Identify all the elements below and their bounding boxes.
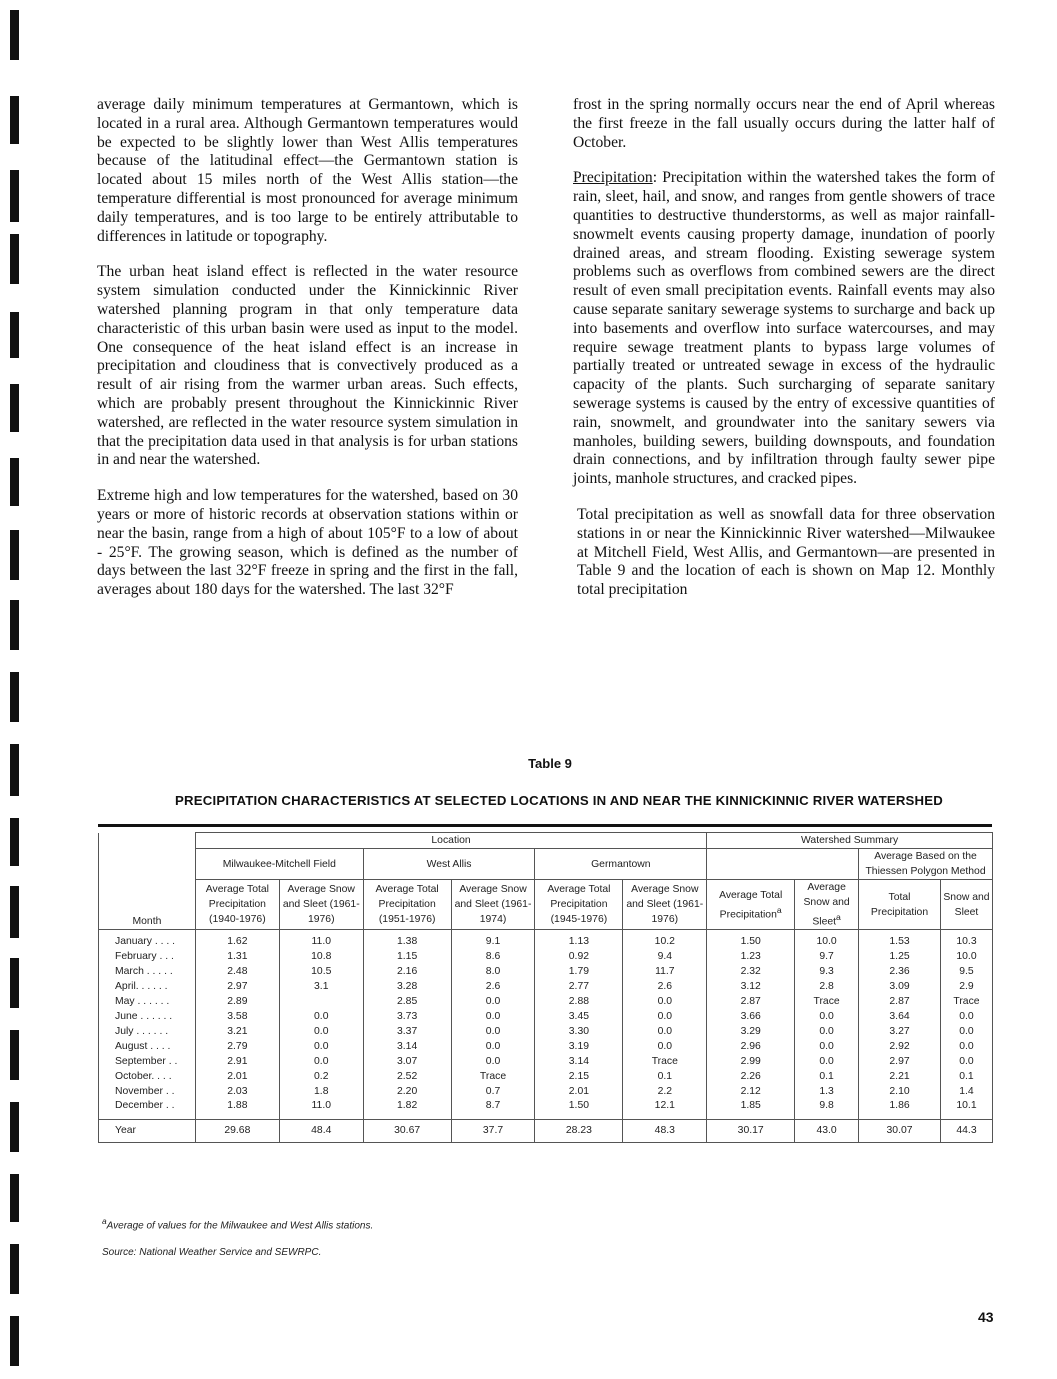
value-cell: Trace	[795, 995, 859, 1010]
value-cell: 11.7	[623, 965, 707, 980]
value-cell: 9.3	[795, 965, 859, 980]
value-cell: 1.31	[195, 950, 279, 965]
month-cell: May . . . . . .	[99, 995, 196, 1010]
value-cell: 30.67	[363, 1120, 451, 1143]
value-cell: 2.77	[535, 980, 623, 995]
binding-mark	[10, 458, 19, 506]
binding-mark	[10, 530, 19, 580]
value-cell: 8.0	[451, 965, 535, 980]
value-cell: 2.52	[363, 1070, 451, 1085]
source-note: Source: National Weather Service and SEWRPC.	[102, 1247, 322, 1258]
value-cell: 9.5	[940, 965, 992, 980]
value-cell: 3.30	[535, 1025, 623, 1040]
value-cell: 2.8	[795, 980, 859, 995]
month-cell: March . . . . .	[99, 965, 196, 980]
table-row	[99, 1010, 993, 1025]
value-cell: 10.0	[940, 950, 992, 965]
page-number: 43	[978, 1309, 994, 1325]
value-cell: 3.73	[363, 1010, 451, 1025]
value-cell: 1.50	[535, 1099, 623, 1119]
binding-mark	[10, 384, 19, 432]
binding-mark	[10, 1174, 19, 1222]
column-header: Average Total Precipitation (1940-1976)	[195, 880, 279, 930]
value-cell: 2.6	[451, 980, 535, 995]
binding-mark	[10, 886, 19, 938]
table-row	[99, 1085, 993, 1100]
column-header: Total Precipitation	[859, 880, 941, 930]
value-cell: 0.0	[795, 1055, 859, 1070]
value-cell: 2.01	[535, 1085, 623, 1100]
paragraph: average daily minimum temperatures at Germantown, which is located in a rural area. Although Germantown temperatures would be expected to be slightly lower than West Allis temperatures because of the latitudinal effect—the Germantown station is located about 15 miles north of the West Allis station—the temperature differential is most pronounced for average minimum daily temperatures, and is too large to be entirely attributable to differences in latitude or topography.	[97, 96, 518, 245]
paragraph: The urban heat island effect is reflected in the water resource system simulation conducted under the Kinnickinnic River watershed planning program in that only temperature data characteristic of this urban basin were used as input to the model. One consequence of the heat island effect is an increase in precipitation and cloudiness that is convectively produced as a result of air rising from the warmer urban areas. Such effects, which are probably present throughout the Kinnickinnic River watershed, are reflected in the water resource system simulation in that the precipitation data used in that analysis is for urban stations in and near the watershed.	[97, 263, 518, 469]
value-cell: 12.1	[623, 1099, 707, 1119]
value-cell: 2.2	[623, 1085, 707, 1100]
station-header: West Allis	[363, 849, 535, 880]
value-cell: 1.86	[859, 1099, 941, 1119]
column-header: Average Snow and Sleet$^a$	[795, 880, 859, 930]
value-cell: 1.23	[707, 950, 795, 965]
value-cell: 3.27	[859, 1025, 941, 1040]
value-cell: 2.99	[707, 1055, 795, 1070]
value-cell: 8.7	[451, 1099, 535, 1119]
value-cell: 3.1	[279, 980, 363, 995]
value-cell: 2.36	[859, 965, 941, 980]
precipitation-table	[98, 832, 993, 1143]
value-cell: 10.0	[795, 930, 859, 950]
value-cell: 0.0	[623, 1040, 707, 1055]
column-header: Snow and Sleet	[940, 880, 992, 930]
value-cell: 2.01	[195, 1070, 279, 1085]
paragraph: Total precipitation as well as snowfall data for three observation stations in or near the Kinnickinnic River watershed—Milwaukee at Mitchell Field, West Allis, and Germantown—are presented in Table 9 and the location of each is shown on Map 12. Monthly total precipitation	[577, 505, 995, 599]
month-cell: August . . . .	[99, 1040, 196, 1055]
value-cell: 1.85	[707, 1099, 795, 1119]
table-row	[99, 1070, 993, 1085]
value-cell: 0.0	[623, 1025, 707, 1040]
value-cell: 2.79	[195, 1040, 279, 1055]
value-cell: 1.88	[195, 1099, 279, 1119]
value-cell: 3.12	[707, 980, 795, 995]
value-cell: 44.3	[940, 1120, 992, 1143]
month-cell: July . . . . . .	[99, 1025, 196, 1040]
footnote-marker: a	[776, 904, 782, 915]
value-cell: 3.66	[707, 1010, 795, 1025]
value-cell: 37.7	[451, 1120, 535, 1143]
value-cell: 1.62	[195, 930, 279, 950]
value-cell: 2.32	[707, 965, 795, 980]
value-cell: 2.97	[195, 980, 279, 995]
value-cell: 2.96	[707, 1040, 795, 1055]
year-label-cell: Year	[99, 1120, 196, 1143]
binding-marks	[10, 0, 20, 1379]
value-cell: 2.26	[707, 1070, 795, 1085]
value-cell: 8.6	[451, 950, 535, 965]
value-cell: 1.25	[859, 950, 941, 965]
value-cell: 2.10	[859, 1085, 941, 1100]
value-cell: 0.0	[279, 1055, 363, 1070]
value-cell: 0.0	[940, 1010, 992, 1025]
value-cell: 10.8	[279, 950, 363, 965]
month-cell: February . . .	[99, 950, 196, 965]
value-cell: 0.0	[795, 1010, 859, 1025]
value-cell: 0.0	[940, 1040, 992, 1055]
binding-mark	[10, 312, 19, 358]
binding-mark	[10, 234, 19, 284]
table-row	[99, 950, 993, 965]
watershed-summary-header: Watershed Summary	[707, 833, 993, 849]
section-heading: Precipitation	[573, 169, 653, 187]
month-cell: June . . . . . .	[99, 1010, 196, 1025]
value-cell: 2.15	[535, 1070, 623, 1085]
value-cell: 2.20	[363, 1085, 451, 1100]
value-cell: 2.12	[707, 1085, 795, 1100]
value-cell: 1.15	[363, 950, 451, 965]
value-cell: 0.0	[279, 1025, 363, 1040]
binding-mark	[10, 1316, 19, 1366]
value-cell: 0.0	[451, 1025, 535, 1040]
column-header: Average Total Precipitation$^a$	[707, 880, 795, 930]
paragraph-text: : Precipitation within the watershed takes the form of rain, sleet, hail, and snow, and ranges from gentle showers of trace quantities to destructive thunderstorms, as well as major rainfall-snowmelt events causing property damage, inundation of poorly drained areas, and stream flooding. Existing sewerage system problems such as overflows from combined sewers are the direct result of even small precipitation events. Rainfall events may also cause separate sanitary sewerage systems to surcharge and back up into basements and overflow into surface watercourses, and may require sewage treatment plants to bypass large volumes of partially treated or untreated sewage in excess of the hydraulic capacity of the plants. Such surcharging of separate sanitary sewerage systems is caused by the entry of excessive quantities of rain, snowmelt, and groundwater into the sanitary sewers via manholes, building sewers, building downspouts, and foundation drain connections, and by infiltration through faulty sewer pipe joints, manhole structures, and cracked pipes.	[573, 169, 995, 488]
location-header: Location	[195, 833, 706, 849]
month-cell: December . .	[99, 1099, 196, 1119]
value-cell: 0.0	[940, 1055, 992, 1070]
value-cell: 10.5	[279, 965, 363, 980]
summary-blank	[707, 849, 859, 880]
value-cell: 11.0	[279, 930, 363, 950]
binding-mark	[10, 818, 19, 866]
value-cell: 2.48	[195, 965, 279, 980]
value-cell: 0.92	[535, 950, 623, 965]
paragraph: Extreme high and low temperatures for the watershed, based on 30 years or more of historic records at observation stations within or near the basin, range from a high of about 105°F to a low of about - 25°F. The growing season, which is defined as the number of days between the last 32°F freeze in spring and the first in the fall, averages about 180 days for the watershed. The last 32°F	[97, 487, 518, 599]
value-cell: 0.0	[451, 995, 535, 1010]
value-cell: 48.3	[623, 1120, 707, 1143]
value-cell: 0.0	[451, 1040, 535, 1055]
value-cell: 2.97	[859, 1055, 941, 1070]
value-cell: 0.1	[940, 1070, 992, 1085]
value-cell: 3.37	[363, 1025, 451, 1040]
value-cell: 2.21	[859, 1070, 941, 1085]
table-title: PRECIPITATION CHARACTERISTICS AT SELECTED LOCATIONS IN AND NEAR THE KINNICKINNIC RIVER WATERSHED	[175, 793, 943, 808]
value-cell: 30.07	[859, 1120, 941, 1143]
table-row	[99, 930, 993, 950]
value-cell: 3.58	[195, 1010, 279, 1025]
binding-mark	[10, 1244, 19, 1294]
value-cell: 3.19	[535, 1040, 623, 1055]
value-cell: 0.0	[279, 1010, 363, 1025]
table-row	[99, 980, 993, 995]
value-cell: Trace	[623, 1055, 707, 1070]
footnote-marker: a	[836, 912, 841, 922]
binding-mark	[10, 10, 19, 60]
year-total-row	[99, 1120, 993, 1143]
month-cell: November . .	[99, 1085, 196, 1100]
value-cell: 3.45	[535, 1010, 623, 1025]
value-cell: 0.7	[451, 1085, 535, 1100]
value-cell: 48.4	[279, 1120, 363, 1143]
value-cell: 10.2	[623, 930, 707, 950]
value-cell: 1.82	[363, 1099, 451, 1119]
value-cell: 3.64	[859, 1010, 941, 1025]
binding-mark	[10, 600, 19, 650]
table-row	[99, 1099, 993, 1119]
table-row	[99, 1055, 993, 1070]
value-cell: 0.2	[279, 1070, 363, 1085]
month-cell: September . .	[99, 1055, 196, 1070]
value-cell: 2.88	[535, 995, 623, 1010]
value-cell: 1.4	[940, 1085, 992, 1100]
value-cell: Trace	[940, 995, 992, 1010]
value-cell: 11.0	[279, 1099, 363, 1119]
value-cell: 2.9	[940, 980, 992, 995]
table-number: Table 9	[528, 756, 572, 771]
value-cell: 3.14	[363, 1040, 451, 1055]
footnote-marker: a	[102, 1216, 107, 1226]
value-cell: 3.09	[859, 980, 941, 995]
table-row	[99, 965, 993, 980]
value-cell: 1.50	[707, 930, 795, 950]
value-cell: 1.3	[795, 1085, 859, 1100]
value-cell: 0.1	[623, 1070, 707, 1085]
value-cell: 3.21	[195, 1025, 279, 1040]
binding-mark	[10, 96, 19, 144]
binding-mark	[10, 1102, 19, 1152]
table-top-rule	[98, 824, 992, 827]
value-cell: 0.0	[795, 1025, 859, 1040]
value-cell: 28.23	[535, 1120, 623, 1143]
value-cell: 2.03	[195, 1085, 279, 1100]
value-cell: 0.1	[795, 1070, 859, 1085]
value-cell: 9.8	[795, 1099, 859, 1119]
value-cell: 0.0	[623, 1010, 707, 1025]
value-cell: 0.0	[451, 1010, 535, 1025]
right-column	[573, 96, 995, 617]
value-cell: 2.92	[859, 1040, 941, 1055]
binding-mark	[10, 170, 19, 222]
value-cell: 9.1	[451, 930, 535, 950]
value-cell: 2.87	[707, 995, 795, 1010]
value-cell: 1.53	[859, 930, 941, 950]
value-cell: 0.0	[623, 995, 707, 1010]
value-cell: 43.0	[795, 1120, 859, 1143]
value-cell: 2.16	[363, 965, 451, 980]
month-header: Month	[99, 833, 196, 930]
value-cell: 29.68	[195, 1120, 279, 1143]
value-cell: 1.38	[363, 930, 451, 950]
column-header: Average Total Precipitation (1951-1976)	[363, 880, 451, 930]
thiessen-header: Average Based on the Thiessen Polygon Method	[859, 849, 993, 880]
value-cell: 1.13	[535, 930, 623, 950]
value-cell: 1.8	[279, 1085, 363, 1100]
value-cell: 9.7	[795, 950, 859, 965]
month-cell: October. . . .	[99, 1070, 196, 1085]
value-cell: 2.6	[623, 980, 707, 995]
station-header: Germantown	[535, 849, 707, 880]
column-header: Average Snow and Sleet (1961-1976)	[279, 880, 363, 930]
table-row	[99, 1025, 993, 1040]
value-cell: 3.07	[363, 1055, 451, 1070]
paragraph: frost in the spring normally occurs near the end of April whereas the first freeze in the fall usually occurs during the latter half of October.	[573, 96, 995, 151]
column-header: Average Snow and Sleet (1961-1976)	[623, 880, 707, 930]
value-cell: 0.0	[940, 1025, 992, 1040]
paragraph	[573, 169, 995, 489]
value-cell: 30.17	[707, 1120, 795, 1143]
value-cell: Trace	[451, 1070, 535, 1085]
value-cell: 3.28	[363, 980, 451, 995]
value-cell: 3.14	[535, 1055, 623, 1070]
value-cell: 2.87	[859, 995, 941, 1010]
value-cell: 0.0	[279, 1040, 363, 1055]
station-header: Milwaukee-Mitchell Field	[195, 849, 363, 880]
binding-mark	[10, 1030, 19, 1080]
value-cell: 10.3	[940, 930, 992, 950]
value-cell: 2.89	[195, 995, 279, 1010]
value-cell: 0.0	[795, 1040, 859, 1055]
value-cell: 1.79	[535, 965, 623, 980]
footnote: $^a$Average of values for the Milwaukee and West Allis stations.	[102, 1216, 374, 1232]
month-cell: January . . . .	[99, 930, 196, 950]
table-row	[99, 995, 993, 1010]
table-row	[99, 1040, 993, 1055]
month-cell: April. . . . . .	[99, 980, 196, 995]
binding-mark	[10, 958, 19, 1008]
column-header: Average Total Precipitation (1945-1976)	[535, 880, 623, 930]
value-cell: 9.4	[623, 950, 707, 965]
value-cell: 0.0	[451, 1055, 535, 1070]
value-cell: 2.85	[363, 995, 451, 1010]
column-header: Average Snow and Sleet (1961-1974)	[451, 880, 535, 930]
binding-mark	[10, 672, 19, 722]
value-cell: 10.1	[940, 1099, 992, 1119]
value-cell: 3.29	[707, 1025, 795, 1040]
value-cell: 2.91	[195, 1055, 279, 1070]
value-cell	[279, 995, 363, 1010]
left-column	[97, 96, 518, 617]
